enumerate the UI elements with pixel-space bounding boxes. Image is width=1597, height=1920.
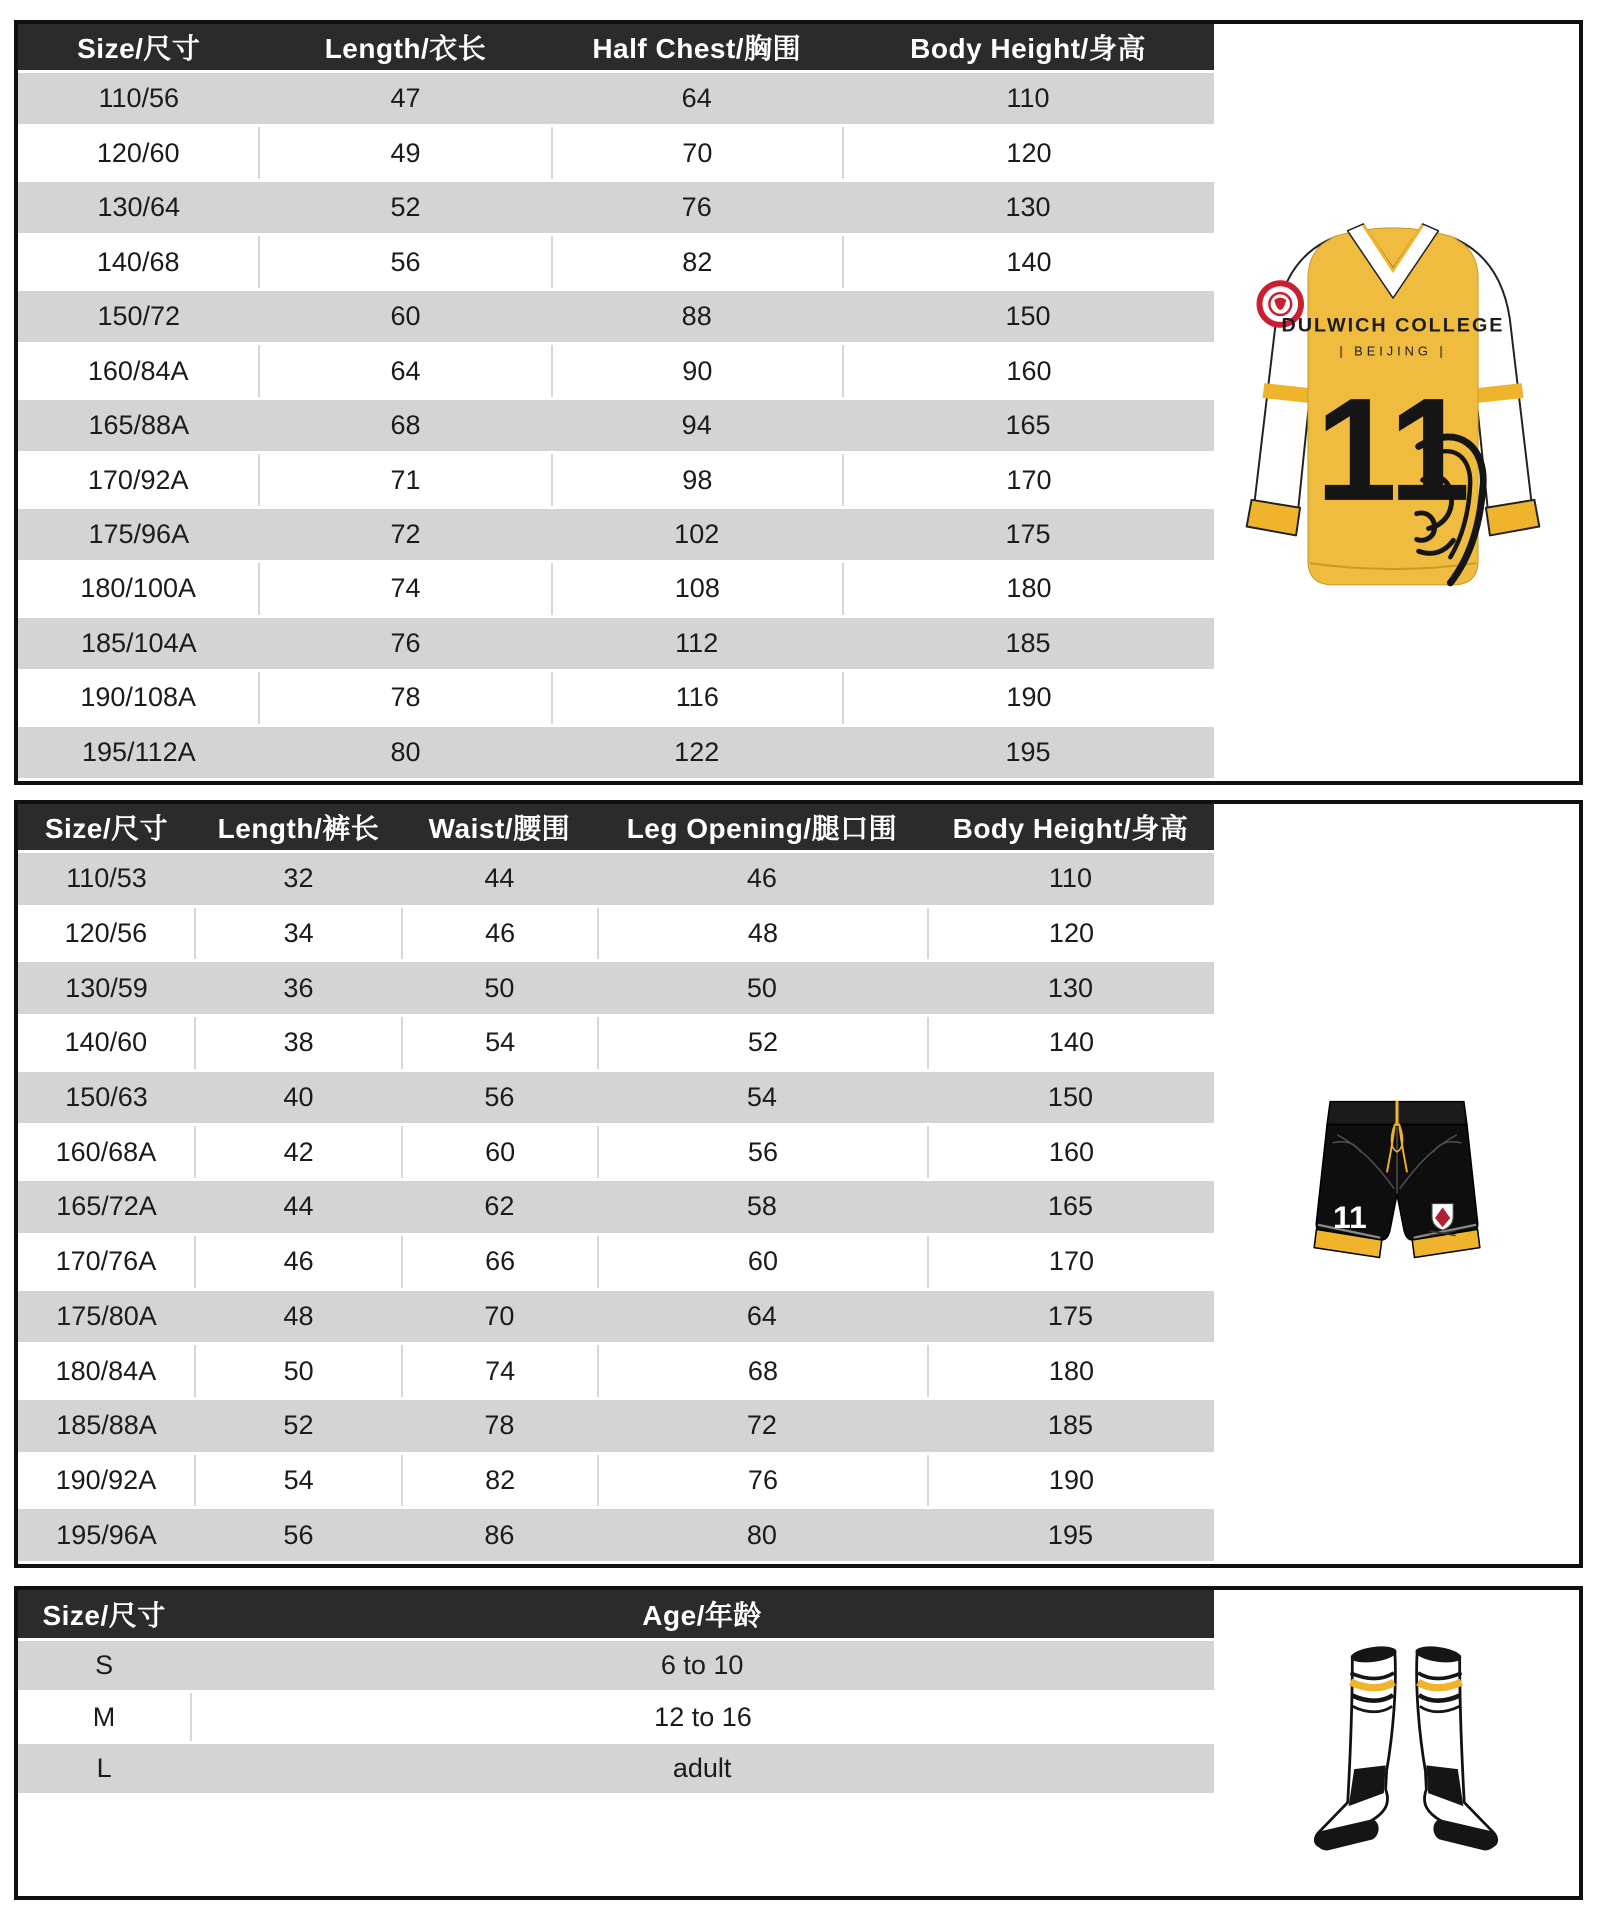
table-cell: 54 <box>746 1082 777 1113</box>
table-cell: 68 <box>390 410 421 441</box>
shorts-size-table <box>18 804 1214 1564</box>
table-cell: 64 <box>681 83 712 114</box>
column-header: Body Height/身高 <box>952 813 1189 844</box>
table-cell: 190/92A <box>55 1464 157 1495</box>
table-row <box>18 1126 1214 1181</box>
table-cell: 160 <box>842 345 1214 396</box>
table-row <box>18 853 1214 908</box>
table-cell: 42 <box>194 1126 402 1178</box>
table-row <box>18 73 1214 127</box>
table-cell: 120 <box>842 127 1214 178</box>
table-cell: 6 to 10 <box>660 1649 744 1680</box>
table-cell: 50 <box>194 1345 402 1397</box>
table-cell: 195 <box>1005 736 1051 767</box>
table-cell: 110 <box>1006 83 1050 114</box>
column-header: Half Chest/胸围 <box>592 33 802 64</box>
table-row <box>18 1509 1214 1564</box>
table-cell: 72 <box>390 518 421 549</box>
table-cell: 56 <box>258 236 550 287</box>
table-cell: 52 <box>390 192 421 223</box>
shorts-image <box>1283 1072 1511 1294</box>
table-cell: 74 <box>401 1345 597 1397</box>
table-cell: 160/68A <box>55 1136 157 1167</box>
jersey-number: 11 <box>1315 368 1471 532</box>
shirt-size-panel <box>14 20 1583 785</box>
table-cell: M <box>92 1701 116 1732</box>
table-cell: 82 <box>551 236 842 287</box>
socks-image <box>1295 1630 1517 1862</box>
column-header: Size/尺寸 <box>77 33 201 64</box>
table-cell: 54 <box>194 1455 402 1507</box>
table-row <box>18 1400 1214 1455</box>
table-cell: 70 <box>551 127 842 178</box>
table-row <box>18 182 1214 236</box>
table-row <box>18 1345 1214 1400</box>
table-cell: 76 <box>681 192 712 223</box>
shirt-size-table <box>18 24 1214 781</box>
table-cell: 94 <box>681 410 712 441</box>
table-row <box>18 908 1214 963</box>
table-cell: 56 <box>484 1082 515 1113</box>
table-cell: L <box>96 1753 112 1784</box>
table-cell: 170/76A <box>55 1246 157 1277</box>
table-cell: 185 <box>1005 627 1051 658</box>
table-cell: 122 <box>674 736 720 767</box>
table-cell: 34 <box>194 908 402 960</box>
jersey-image <box>1215 186 1571 604</box>
table-cell: 170 <box>927 1236 1214 1288</box>
table-cell: 120 <box>927 908 1214 960</box>
table-cell: 71 <box>258 454 550 505</box>
column-header: Length/裤长 <box>217 813 380 844</box>
table-row <box>18 618 1214 672</box>
table-cell: 78 <box>484 1410 515 1441</box>
table-cell: 165 <box>1005 410 1051 441</box>
table-header-row <box>18 1590 1214 1641</box>
table-cell: 80 <box>390 736 421 767</box>
table-cell: 70 <box>484 1300 515 1331</box>
table-cell: 32 <box>283 863 314 894</box>
table-cell: 50 <box>746 972 777 1003</box>
table-cell: 46 <box>194 1236 402 1288</box>
shorts-graphic <box>1283 1072 1511 1294</box>
table-cell: 165/88A <box>88 410 190 441</box>
shorts-size-panel <box>14 800 1583 1568</box>
table-cell: 165/72A <box>56 1191 157 1222</box>
table-row <box>18 1455 1214 1510</box>
table-cell: 140 <box>927 1017 1214 1069</box>
shorts-number: 11 <box>1333 1198 1367 1235</box>
table-cell: 102 <box>674 518 720 549</box>
table-cell: 47 <box>390 83 421 114</box>
table-cell: 88 <box>681 301 712 332</box>
table-cell: 38 <box>194 1017 402 1069</box>
table-cell: 180 <box>842 563 1214 614</box>
table-cell: 60 <box>390 301 421 332</box>
table-cell: 64 <box>746 1300 777 1331</box>
table-cell: 150/72 <box>97 301 181 332</box>
table-row <box>18 509 1214 563</box>
table-cell: S <box>95 1649 114 1680</box>
table-cell: 52 <box>283 1410 314 1441</box>
table-cell: 130 <box>1047 972 1093 1003</box>
jersey-brand-text: DULWICH COLLEGE <box>1281 314 1505 337</box>
table-cell: 175 <box>1047 1300 1093 1331</box>
table-row <box>18 400 1214 454</box>
table-cell: 60 <box>401 1126 597 1178</box>
table-cell: 175/80A <box>56 1300 157 1331</box>
table-cell: 116 <box>551 672 842 723</box>
column-header: Length/衣长 <box>324 33 487 64</box>
table-cell: 120/56 <box>64 918 148 949</box>
table-cell: 185/88A <box>56 1410 157 1441</box>
table-row <box>18 1291 1214 1346</box>
jersey-graphic <box>1215 186 1571 604</box>
table-cell: 130/59 <box>65 972 148 1003</box>
table-row <box>18 1693 1214 1745</box>
table-cell: adult <box>672 1753 732 1784</box>
table-cell: 74 <box>258 563 550 614</box>
table-cell: 12 to 16 <box>190 1693 1214 1742</box>
table-row <box>18 672 1214 726</box>
table-cell: 110 <box>1048 863 1092 894</box>
table-cell: 120/60 <box>96 137 180 168</box>
table-cell: 60 <box>597 1236 927 1288</box>
table-row <box>18 1181 1214 1236</box>
table-row <box>18 1236 1214 1291</box>
table-cell: 86 <box>484 1519 515 1550</box>
table-cell: 76 <box>390 627 421 658</box>
table-cell: 90 <box>551 345 842 396</box>
table-cell: 46 <box>746 863 777 894</box>
column-header: Waist/腰围 <box>428 813 571 844</box>
table-row <box>18 291 1214 345</box>
table-row <box>18 236 1214 290</box>
socks-size-table <box>18 1590 1214 1796</box>
table-cell: 150/63 <box>65 1082 148 1113</box>
table-cell: 185/104A <box>80 627 197 658</box>
table-cell: 180/100A <box>80 573 196 604</box>
table-cell: 52 <box>597 1017 927 1069</box>
table-cell: 165 <box>1047 1191 1093 1222</box>
table-cell: 110/53 <box>66 863 147 894</box>
table-cell: 195/96A <box>56 1519 157 1550</box>
table-header-row <box>18 804 1214 853</box>
table-cell: 170/92A <box>87 464 189 495</box>
table-cell: 62 <box>484 1191 515 1222</box>
table-row <box>18 1017 1214 1072</box>
table-cell: 48 <box>597 908 927 960</box>
socks-graphic <box>1295 1630 1517 1862</box>
table-cell: 140/60 <box>64 1027 148 1058</box>
table-cell: 190 <box>842 672 1214 723</box>
table-cell: 82 <box>401 1455 597 1507</box>
table-cell: 36 <box>283 972 314 1003</box>
socks-size-panel <box>14 1586 1583 1900</box>
table-cell: 78 <box>258 672 550 723</box>
jersey-city-text: | BEIJING | <box>1339 343 1447 359</box>
table-cell: 54 <box>401 1017 597 1069</box>
table-cell: 108 <box>551 563 842 614</box>
table-cell: 49 <box>258 127 550 178</box>
column-header: Leg Opening/腿口围 <box>626 813 898 844</box>
table-cell: 190 <box>927 1455 1214 1507</box>
table-cell: 160/84A <box>87 355 189 386</box>
table-cell: 195/112A <box>81 736 196 767</box>
table-cell: 175/96A <box>88 518 190 549</box>
table-row <box>18 454 1214 508</box>
table-cell: 44 <box>283 1191 314 1222</box>
table-cell: 56 <box>597 1126 927 1178</box>
table-cell: 58 <box>746 1191 777 1222</box>
table-cell: 150 <box>1047 1082 1093 1113</box>
table-cell: 44 <box>484 863 515 894</box>
table-row <box>18 1072 1214 1127</box>
table-cell: 160 <box>927 1126 1214 1178</box>
table-cell: 112 <box>675 627 719 658</box>
table-cell: 140/68 <box>96 246 180 277</box>
table-cell: 56 <box>283 1519 314 1550</box>
table-row <box>18 127 1214 181</box>
table-cell: 50 <box>484 972 515 1003</box>
table-cell: 66 <box>401 1236 597 1288</box>
table-cell: 72 <box>746 1410 777 1441</box>
table-row <box>18 563 1214 617</box>
table-cell: 130/64 <box>97 192 181 223</box>
table-row <box>18 345 1214 399</box>
table-cell: 180 <box>927 1345 1214 1397</box>
table-cell: 48 <box>283 1300 314 1331</box>
table-cell: 110/56 <box>98 83 180 114</box>
table-cell: 64 <box>258 345 550 396</box>
table-cell: 98 <box>551 454 842 505</box>
table-cell: 76 <box>597 1455 927 1507</box>
table-cell: 190/108A <box>80 682 196 713</box>
table-cell: 170 <box>842 454 1214 505</box>
table-cell: 185 <box>1047 1410 1093 1441</box>
column-header: Age/年龄 <box>642 1600 762 1631</box>
table-row <box>18 962 1214 1017</box>
column-header: Size/尺寸 <box>42 1600 166 1631</box>
column-header: Body Height/身高 <box>910 33 1146 64</box>
table-cell: 150 <box>1005 301 1051 332</box>
table-row <box>18 1744 1214 1796</box>
column-header: Size/尺寸 <box>44 813 169 844</box>
table-row <box>18 1641 1214 1693</box>
table-cell: 46 <box>401 908 597 960</box>
table-header-row <box>18 24 1214 73</box>
table-cell: 140 <box>842 236 1214 287</box>
table-cell: 195 <box>1047 1519 1093 1550</box>
table-cell: 80 <box>746 1519 777 1550</box>
table-cell: 175 <box>1005 518 1051 549</box>
table-cell: 180/84A <box>55 1355 157 1386</box>
table-cell: 40 <box>283 1082 314 1113</box>
table-cell: 68 <box>597 1345 927 1397</box>
table-cell: 130 <box>1005 192 1051 223</box>
table-row <box>18 727 1214 781</box>
